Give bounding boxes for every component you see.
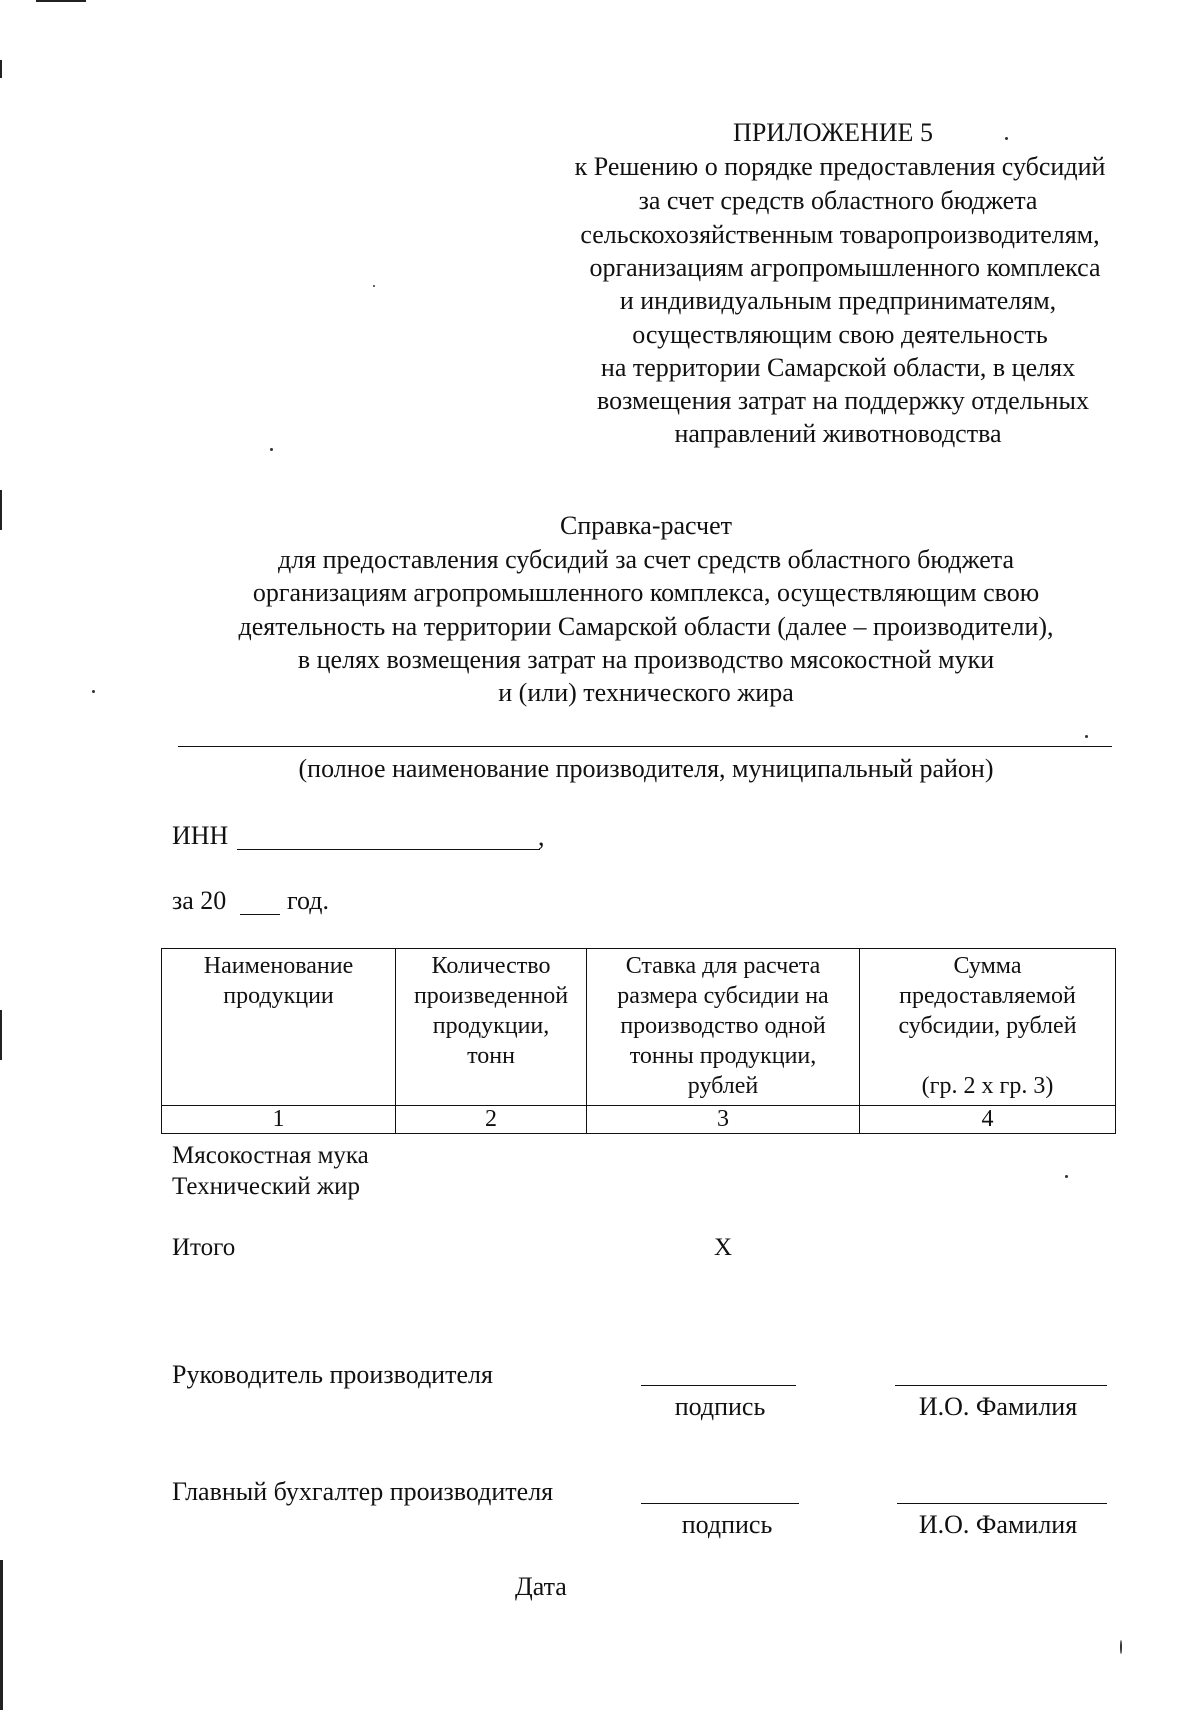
scan-edge-mark [36,0,86,2]
producer-caption: (полное наименование производителя, муниципальный район) [298,754,994,783]
appendix-line: организациям агропромышленного комплекса [589,253,1101,282]
head-signature-line [641,1385,796,1386]
appendix-line: за счет средств областного бюджета [638,186,1038,215]
document-subtitle-line: в целях возмещения затрат на производство мясокостной муки [297,645,995,674]
head-signature-caption: подпись [674,1392,766,1421]
row-total-mark: Х [714,1234,733,1261]
appendix-line: на территории Самарской области, в целях [600,353,1076,382]
date-label: Дата [515,1572,567,1601]
producer-name-line [178,746,1112,747]
head-name-line [895,1385,1107,1386]
document-subtitle-line: деятельность на территории Самарской области (далее – производители), [238,612,1054,641]
appendix-heading: ПРИЛОЖЕНИЕ 5 [733,118,933,147]
accountant-signature-label: Главный бухгалтер производителя [172,1477,554,1506]
scan-speck [1065,1175,1068,1178]
accountant-name-line [897,1503,1107,1504]
scan-speck [1005,137,1008,140]
scan-edge-mark [0,60,2,78]
table-number-cell: 1 [162,1106,396,1134]
table-number-row [162,1106,1116,1134]
appendix-line: осуществляющим свою деятельность [632,320,1048,349]
appendix-line: сельскохозяйственным товаропроизводителям, [580,220,1100,249]
head-signature-label: Руководитель производителя [172,1360,493,1389]
document-subtitle-line: для предоставления субсидий за счет средств областного бюджета [277,545,1015,574]
inn-label: ИНН [172,821,229,850]
document-subtitle-line: организациям агропромышленного комплекса, осуществляющим свою [252,578,1040,607]
appendix-line: направлений животноводства [674,419,1002,448]
appendix-line: к Решению о порядке предоставления субсидий [574,152,1106,181]
row-meat-bone-meal: Мясокостная мука [172,1142,369,1169]
table-number-cell: 2 [396,1106,587,1134]
table-header-cell: Ставка для расчета размера субсидии на производство одной тонны продукции, рублей [587,949,860,1106]
table-header-row [162,949,1116,1106]
year-suffix: год. [287,886,329,915]
table-header-cell: Сумма предоставляемой субсидии, рублей (гр. 2 х гр. 3) [860,949,1116,1106]
accountant-name-caption: И.О. Фамилия [918,1510,1078,1539]
document-title: Справка-расчет [559,511,733,540]
scan-speck [270,448,273,451]
year-prefix: за 20 [172,886,227,915]
table-number-cell: 3 [587,1106,860,1134]
scan-speck [373,285,375,287]
table-header-cell: Количество произведенной продукции, тонн [396,949,587,1106]
document-subtitle-line: и (или) технического жира [498,678,794,707]
head-name-caption: И.О. Фамилия [918,1392,1078,1421]
row-total-label: Итого [172,1234,236,1261]
appendix-line: возмещения затрат на поддержку отдельных [597,386,1089,415]
accountant-signature-line [641,1503,799,1504]
inn-trailing: , [538,822,545,851]
scan-edge-mark [0,1560,3,1710]
year-field-line [240,914,280,915]
scan-speck [1085,735,1088,738]
scan-edge-mark [0,1010,2,1060]
subsidy-table [161,948,1116,1134]
scan-speck [1120,1640,1122,1654]
inn-field-line [237,849,540,850]
scan-edge-mark [0,490,2,530]
appendix-line: и индивидуальным предпринимателям, [619,286,1057,315]
scan-speck [92,690,95,693]
row-technical-fat: Технический жир [172,1173,361,1200]
accountant-signature-caption: подпись [681,1510,773,1539]
table-header-cell: Наименование продукции [162,949,396,1106]
table-number-cell: 4 [860,1106,1116,1134]
